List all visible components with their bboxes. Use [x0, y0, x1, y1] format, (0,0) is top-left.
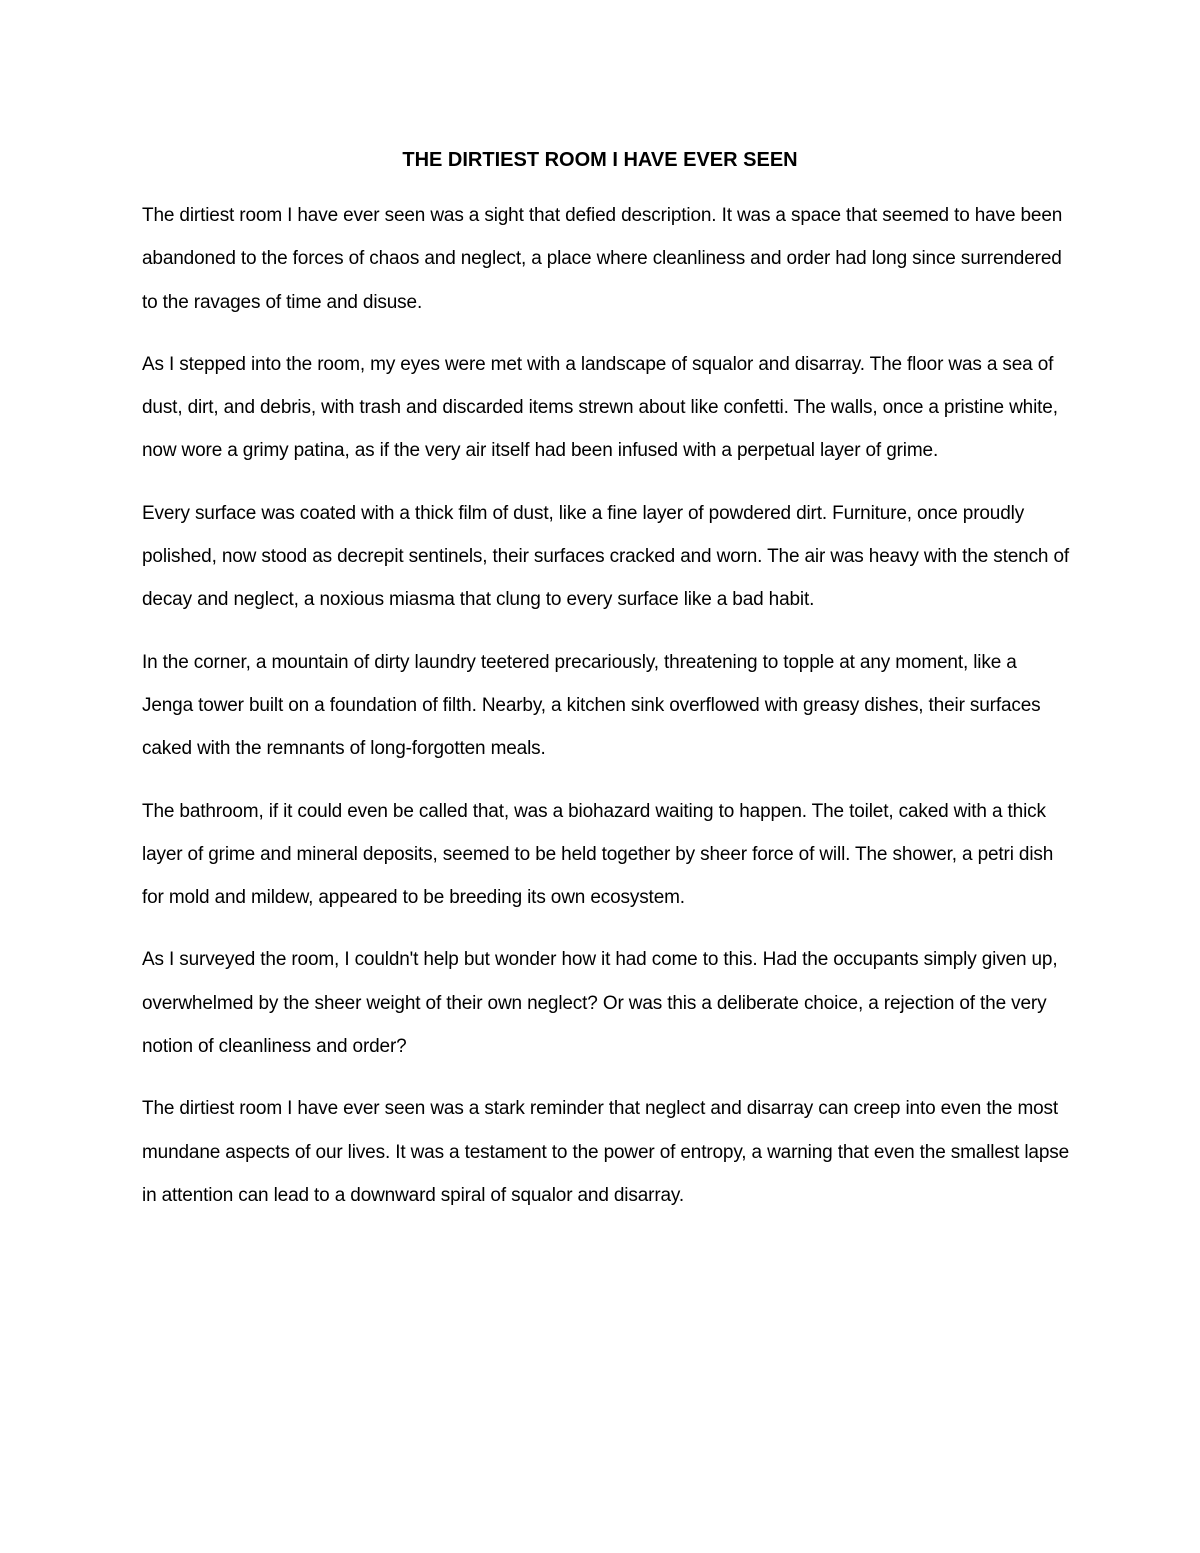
paragraph: The dirtiest room I have ever seen was a stark reminder that neglect and disarray can creep into even the most mundane aspects of our lives. It was a testament to the power of entropy, a warning that even the smallest lapse in attention can lead to a downward spiral of squalor and disarray. [142, 1098, 1070, 1206]
paragraph: The dirtiest room I have ever seen was a sight that defied description. It was a space that seemed to have been abandoned to the forces of chaos and neglect, a place where cleanliness and order had long since surrendered to the ravages of time and disuse. [142, 205, 1063, 313]
paragraph: Every surface was coated with a thick film of dust, like a fine layer of powdered dirt. Furniture, once proudly polished, now stood as decrepit sentinels, their surfaces cracked and worn. The air was heavy with the stench of decay and neglect, a noxious miasma that clung to every surface like a bad habit. [142, 502, 1070, 611]
paragraph: The bathroom, if it could even be called that, was a biohazard waiting to happen. The toilet, caked with a thick layer of grime and mineral deposits, seemed to be held together by sheer force of will. The shower, a petri dish for mold and mildew, appeared to be breeding its own ecosystem. [142, 800, 1054, 909]
paragraph: As I stepped into the room, my eyes were met with a landscape of squalor and disarray. The floor was a sea of dust, dirt, and debris, with trash and discarded items strewn about like confetti. The walls, once a pristine white, now wore a grimy patina, as if the very air itself had been infused with a perpetual layer of grime. [142, 353, 1058, 462]
paragraph: As I surveyed the room, I couldn't help but wonder how it had come to this. Had the occupants simply given up, overwhelmed by the sheer weight of their own neglect? Or was this a deliberate choice, a rejection of the very notion of cleanliness and order? [142, 949, 1058, 1058]
paragraph: In the corner, a mountain of dirty laundry teetered precariously, threatening to topple at any moment, like a Jenga tower built on a foundation of filth. Nearby, a kitchen sink overflowed with greasy dishes, their surfaces caked with the remnants of long-forgotten meals. [142, 651, 1041, 760]
document-body [142, 194, 1072, 1236]
document-title: THE DIRTIEST ROOM I HAVE EVER SEEN [402, 149, 798, 171]
